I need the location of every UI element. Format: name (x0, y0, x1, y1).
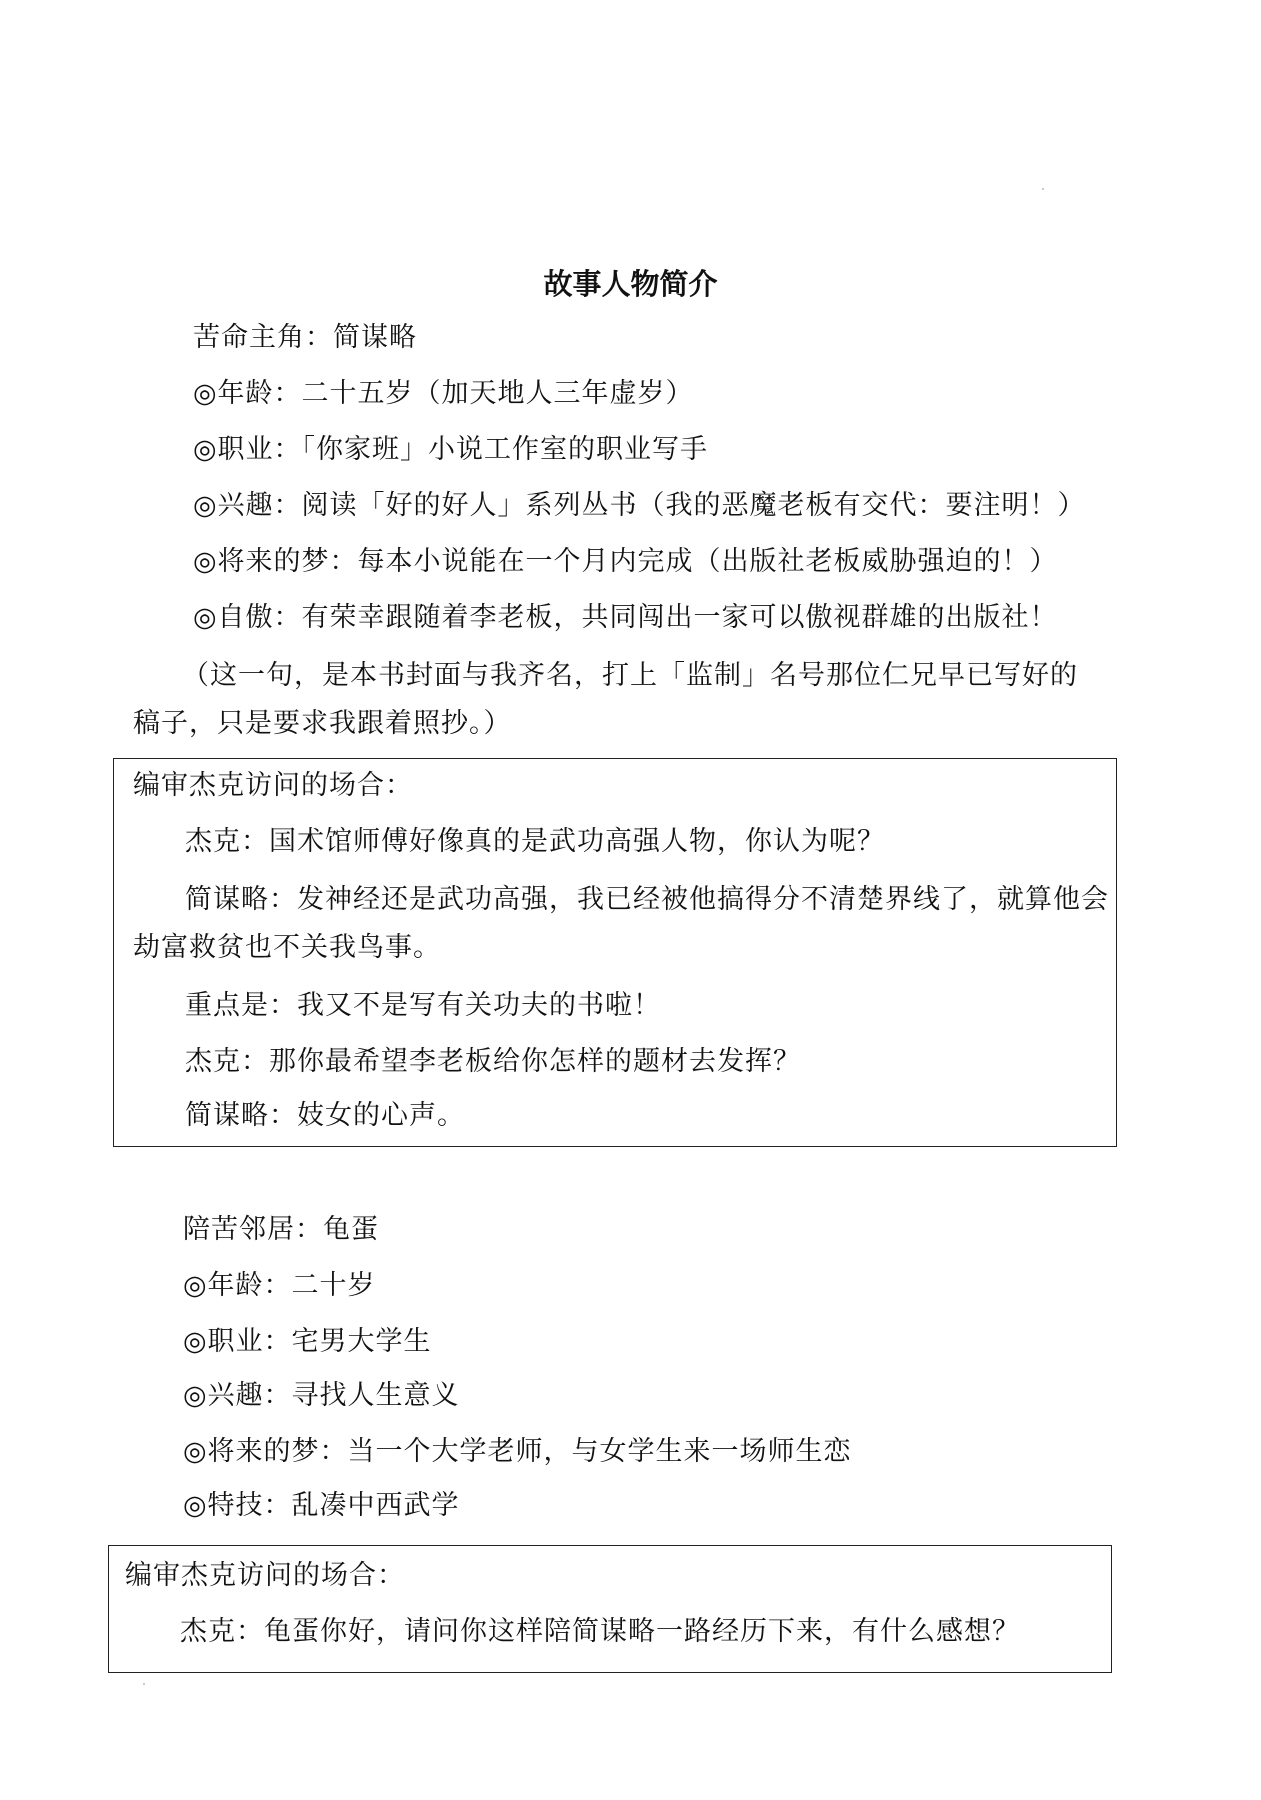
scan-speck (1042, 188, 1044, 190)
protagonist-note-line: 稿子，只是要求我跟着照抄。） (133, 708, 512, 739)
neighbour-skill: ◎特技：乱凑中西武学 (183, 1490, 460, 1521)
neighbour-job: ◎职业：宅男大学生 (183, 1326, 432, 1357)
interview-line: 杰克：那你最希望李老板给你怎样的题材去发挥？ (185, 1046, 801, 1077)
interview-line: 杰克：国术馆师傅好像真的是武功高强人物，你认为呢？ (185, 826, 885, 857)
protagonist-age: ◎年龄：二十五岁（加天地人三年虚岁） (193, 378, 694, 409)
scan-speck (143, 1683, 145, 1685)
protagonist-dream: ◎将来的梦：每本小说能在一个月内完成（出版社老板威胁强迫的！） (193, 546, 1058, 577)
protagonist-note-line: （这一句，是本书封面与我齐名，打上「监制」名号那位仁兄早已写好的 (182, 660, 1078, 691)
neighbour-heading: 陪苦邻居：龟蛋 (183, 1214, 379, 1245)
protagonist-pride: ◎自傲：有荣幸跟随着李老板，共同闯出一家可以傲视群雄的出版社！ (193, 602, 1058, 633)
interview-line: 简谋略：发神经还是武功高强，我已经被他搞得分不清楚界线了，就算他会 (185, 884, 1109, 915)
protagonist-heading: 苦命主角：简谋略 (193, 322, 417, 353)
interview-line: 杰克：龟蛋你好，请问你这样陪简谋略一路经历下来，有什么感想？ (180, 1616, 1020, 1647)
interview-heading: 编审杰克访问的场合： (125, 1560, 405, 1591)
interview-line: 简谋略：妓女的心声。 (185, 1100, 465, 1131)
interview-line: 劫富救贫也不关我鸟事。 (133, 932, 441, 963)
protagonist-hobby: ◎兴趣：阅读「好的好人」系列丛书（我的恶魔老板有交代：要注明！） (193, 490, 1086, 521)
neighbour-hobby: ◎兴趣：寻找人生意义 (183, 1380, 460, 1411)
protagonist-job: ◎职业：「你家班」小说工作室的职业写手 (193, 434, 709, 465)
interview-heading: 编审杰克访问的场合： (133, 770, 413, 801)
interview-line: 重点是：我又不是写有关功夫的书啦！ (185, 990, 661, 1021)
page-title: 故事人物简介 (543, 267, 718, 301)
neighbour-dream: ◎将来的梦：当一个大学老师，与女学生来一场师生恋 (183, 1436, 852, 1467)
neighbour-age: ◎年龄：二十岁 (183, 1270, 376, 1301)
